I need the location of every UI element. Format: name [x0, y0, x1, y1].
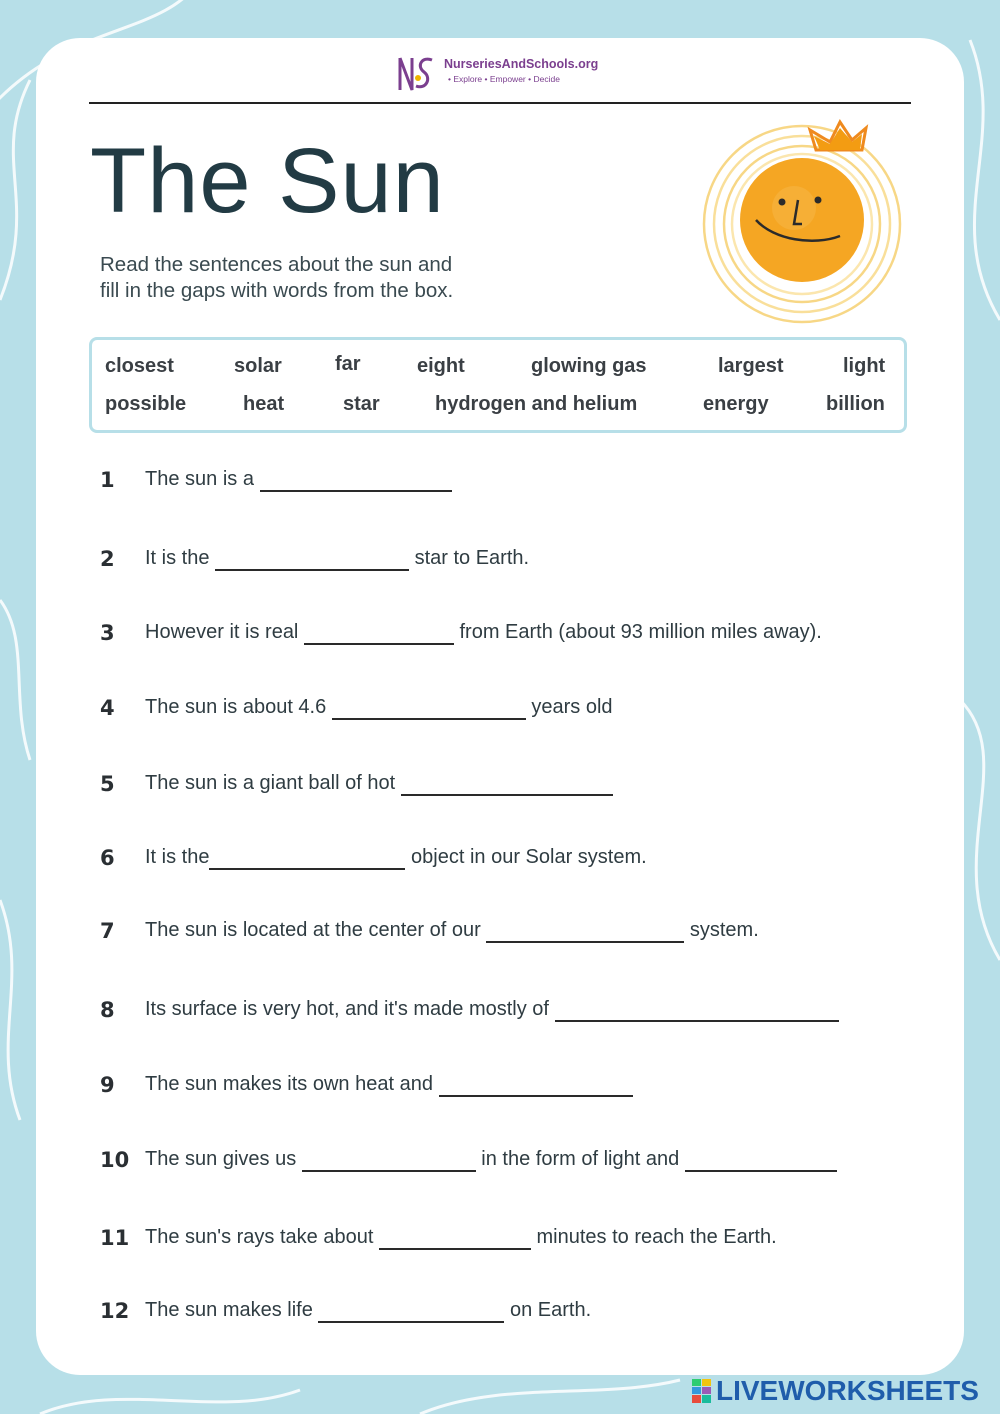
- question-5: [100, 772, 960, 802]
- question-text-after: system.: [684, 919, 759, 941]
- word-bank-item: largest: [718, 355, 784, 377]
- question-number: 6: [100, 846, 115, 870]
- question-2: [100, 547, 960, 577]
- question-text: [145, 998, 839, 1022]
- answer-blank-10a[interactable]: [302, 1150, 476, 1172]
- question-number: 4: [100, 696, 115, 720]
- instructions: [100, 252, 560, 304]
- word-bank-item: hydrogen and helium: [435, 393, 638, 415]
- answer-blank-5[interactable]: [401, 774, 613, 796]
- question-number: 8: [100, 998, 115, 1022]
- answer-blank-6[interactable]: [209, 848, 405, 870]
- instructions-line-2: fill in the gaps with words from the box.: [100, 279, 454, 302]
- answer-blank-8[interactable]: [555, 1000, 839, 1022]
- word-bank-item: possible: [105, 393, 187, 415]
- ns-logo-icon: [396, 52, 438, 94]
- question-3: [100, 621, 960, 651]
- word-bank-item: closest: [105, 355, 174, 377]
- question-number: 7: [100, 919, 115, 943]
- question-text-before: The sun makes life: [145, 1299, 319, 1321]
- liveworksheets-logo-icon: [692, 1379, 712, 1403]
- question-text: [145, 846, 647, 870]
- question-12: [100, 1299, 960, 1329]
- question-text: [145, 1299, 591, 1323]
- question-text-before: The sun's rays take about: [145, 1226, 379, 1248]
- word-bank-item: billion: [826, 393, 885, 415]
- question-number: 10: [100, 1148, 130, 1172]
- question-text-before: It is the: [145, 846, 210, 868]
- question-8: [100, 998, 960, 1028]
- answer-blank-3[interactable]: [304, 623, 454, 645]
- word-bank-item: glowing gas: [531, 355, 647, 377]
- question-7: [100, 919, 960, 949]
- question-text-before: The sun is located at the center of our: [145, 919, 487, 941]
- question-text-after: years old: [525, 696, 613, 718]
- question-4: [100, 696, 960, 726]
- instructions-line-1: Read the sentences about the sun and: [100, 253, 453, 276]
- question-text: [145, 1148, 837, 1172]
- question-10: [100, 1148, 960, 1178]
- page-title: The Sun: [90, 130, 445, 232]
- question-text: [145, 621, 822, 645]
- word-bank-item: heat: [243, 393, 285, 415]
- word-bank-item: far: [335, 353, 361, 375]
- question-number: 2: [100, 547, 115, 571]
- question-text-before: However it is real: [145, 621, 304, 643]
- answer-blank-9[interactable]: [439, 1075, 633, 1097]
- liveworksheets-text: LIVEWORKSHEETS: [716, 1375, 979, 1406]
- question-text: [145, 547, 529, 571]
- question-text: [145, 696, 613, 720]
- question-text-after: from Earth (about 93 million miles away).: [453, 621, 822, 643]
- question-text: [145, 772, 613, 796]
- liveworksheets-brand[interactable]: [692, 1374, 992, 1408]
- question-text: [145, 1073, 633, 1097]
- question-text: [145, 1226, 777, 1250]
- question-text-after: star to Earth.: [409, 547, 530, 569]
- sun-illustration-icon: [694, 112, 914, 327]
- question-text-before: The sun is about 4.6: [145, 696, 332, 718]
- question-text-before: Its surface is very hot, and it's made mostly of: [145, 998, 555, 1020]
- question-text-after: minutes to reach the Earth.: [530, 1226, 777, 1248]
- answer-blank-4[interactable]: [332, 698, 526, 720]
- question-text-before: The sun makes its own heat and: [145, 1073, 439, 1095]
- answer-blank-7[interactable]: [486, 921, 684, 943]
- word-bank-item: star: [343, 393, 380, 415]
- question-number: 3: [100, 621, 115, 645]
- question-6: [100, 846, 960, 876]
- question-text: [145, 919, 759, 943]
- question-number: 5: [100, 772, 115, 796]
- answer-blank-2[interactable]: [215, 549, 409, 571]
- logo-tagline: • Explore • Empower • Decide: [448, 74, 560, 84]
- answer-blank-10b[interactable]: [685, 1150, 837, 1172]
- question-text-after: on Earth.: [504, 1299, 592, 1321]
- question-text-before: The sun is a giant ball of hot: [145, 772, 401, 794]
- question-text-middle: in the form of light and: [475, 1148, 685, 1170]
- word-bank-item: eight: [417, 355, 465, 377]
- logo-name: NurseriesAndSchools.org: [444, 57, 599, 71]
- question-text: [145, 468, 452, 492]
- question-1: [100, 468, 960, 498]
- header-divider: [89, 102, 911, 104]
- question-11: [100, 1226, 960, 1256]
- question-text-before: The sun gives us: [145, 1148, 302, 1170]
- answer-blank-1[interactable]: [260, 470, 452, 492]
- answer-blank-11[interactable]: [379, 1228, 531, 1250]
- word-bank: [89, 337, 907, 433]
- question-number: 9: [100, 1073, 115, 1097]
- word-bank-item: solar: [234, 355, 282, 377]
- word-bank-item: light: [843, 355, 886, 377]
- question-text-before: It is the: [145, 547, 216, 569]
- question-number: 12: [100, 1299, 130, 1323]
- question-number: 1: [100, 468, 115, 492]
- site-logo: [396, 52, 626, 96]
- question-text-after: object in our Solar system.: [405, 846, 647, 868]
- answer-blank-12[interactable]: [318, 1301, 504, 1323]
- question-number: 11: [100, 1226, 130, 1250]
- question-text-before: The sun is a: [145, 468, 260, 490]
- question-9: [100, 1073, 960, 1103]
- word-bank-item: energy: [703, 393, 769, 415]
